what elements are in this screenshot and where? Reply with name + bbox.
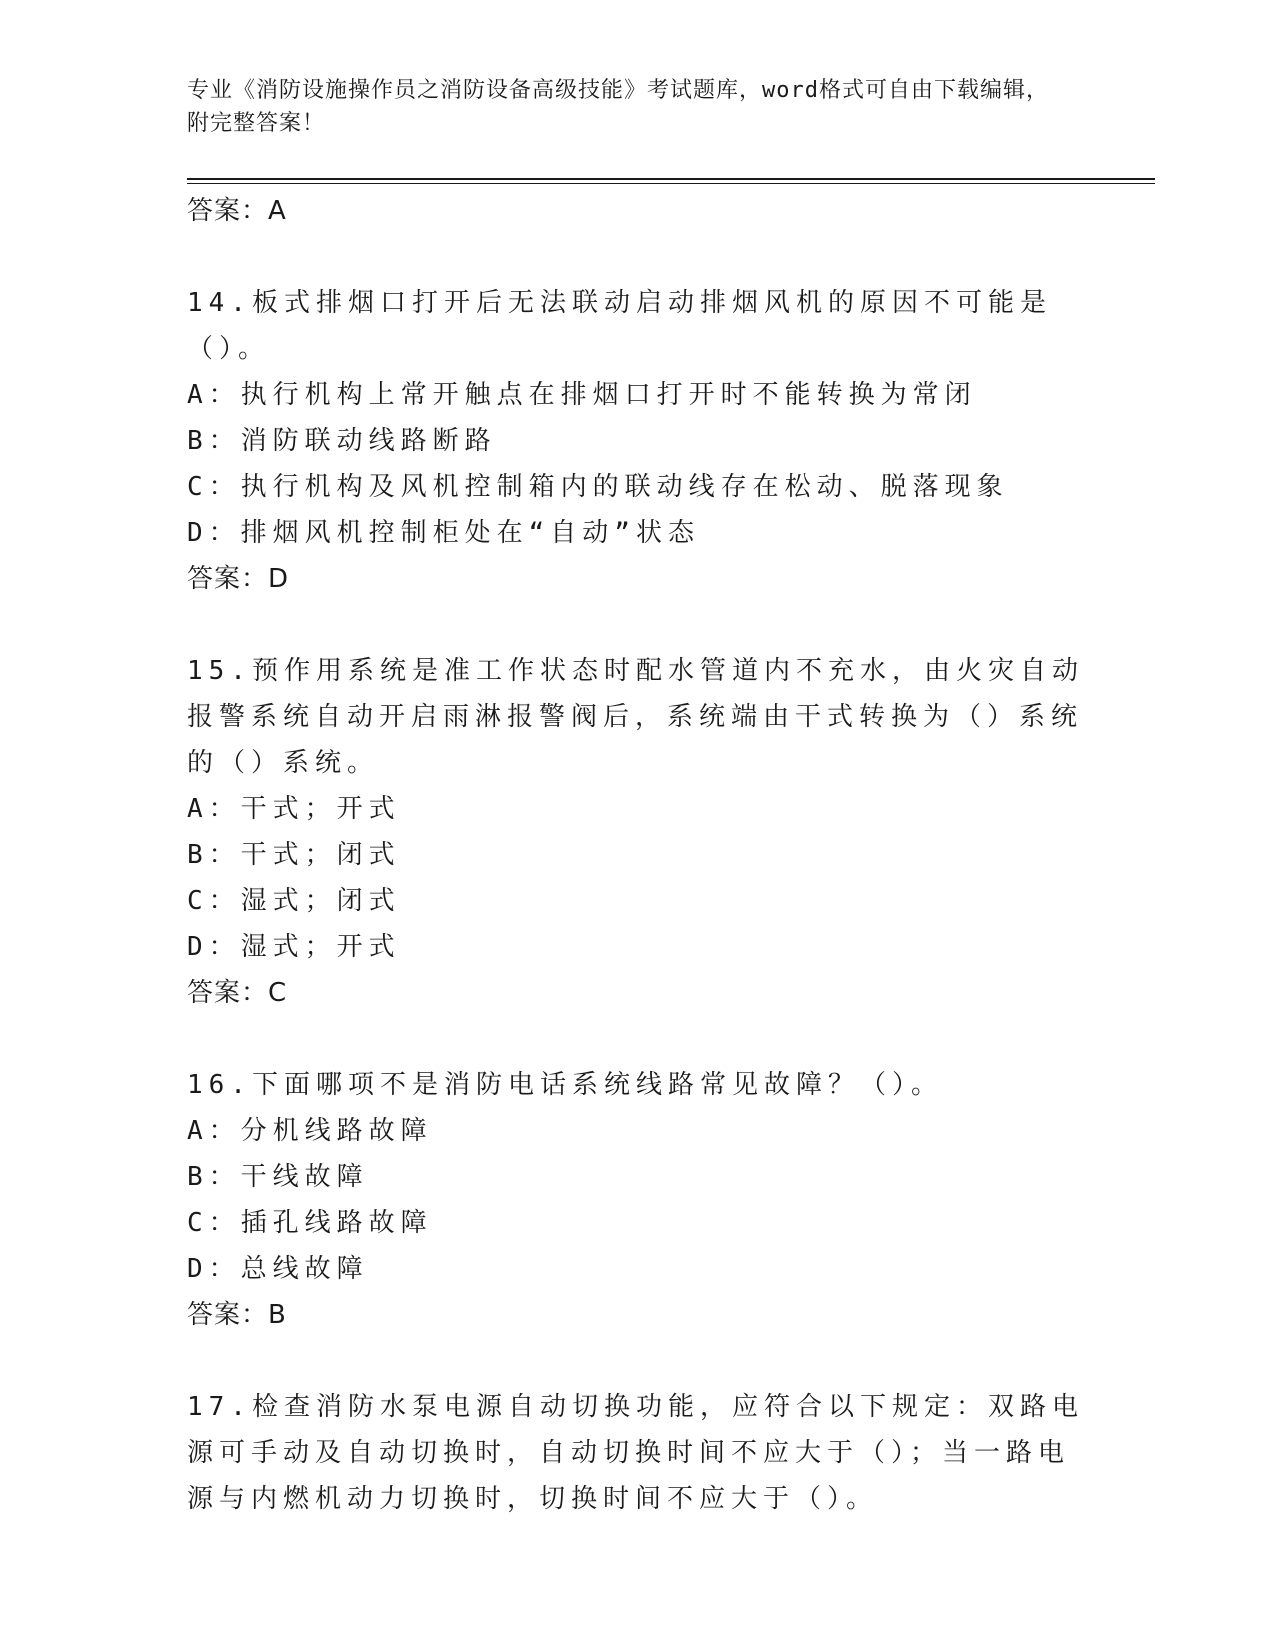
document-header: 专业《消防设施操作员之消防设备高级技能》考试题库，word格式可自由下载编辑，附完整答案！ <box>187 78 1049 136</box>
answer: 答案：B <box>187 1300 287 1330</box>
option-c: C：湿式；闭式 <box>187 886 401 916</box>
option-c: C：执行机构及风机控制箱内的联动线存在松动、脱落现象 <box>187 472 1009 502</box>
spacer <box>187 234 1087 280</box>
answer: 答案：C <box>187 978 288 1008</box>
option-c: C：插孔线路故障 <box>187 1208 433 1238</box>
question-content <box>187 188 1087 1522</box>
question-text: 17.检查消防水泵电源自动切换功能，应符合以下规定：双路电源可手动及自动切换时，自动切换时间不应大于（）；当一路电源与内燃机动力切换时，切换时间不应大于（）。 <box>187 1392 1084 1514</box>
option-b: B：干式；闭式 <box>187 840 401 870</box>
option-d: D：总线故障 <box>187 1254 369 1284</box>
option-a: A：干式；开式 <box>187 794 401 824</box>
spacer <box>187 1338 1087 1384</box>
question-text: 15.预作用系统是准工作状态时配水管道内不充水，由火灾自动报警系统自动开启雨淋报警阀后，系统端由干式转换为（）系统的（）系统。 <box>187 656 1084 778</box>
question-15 <box>187 648 1087 1016</box>
previous-answer: 答案：A <box>187 196 287 226</box>
option-d: D：湿式；开式 <box>187 932 401 962</box>
option-b: B：干线故障 <box>187 1162 369 1192</box>
option-d: D：排烟风机控制柜处在“自动”状态 <box>187 518 700 548</box>
header-divider-thin <box>187 183 1155 184</box>
question-14 <box>187 280 1087 602</box>
question-text: 16.下面哪项不是消防电话系统线路常见故障？（）。 <box>187 1070 943 1100</box>
spacer <box>187 1016 1087 1062</box>
option-a: A：分机线路故障 <box>187 1116 433 1146</box>
header-divider-thick <box>187 178 1155 180</box>
option-b: B：消防联动线路断路 <box>187 426 497 456</box>
question-text: 14.板式排烟口打开后无法联动启动排烟风机的原因不可能是（）。 <box>187 288 1052 364</box>
option-a: A：执行机构上常开触点在排烟口打开时不能转换为常闭 <box>187 380 977 410</box>
answer: 答案：D <box>187 564 290 594</box>
spacer <box>187 602 1087 648</box>
question-17 <box>187 1384 1087 1522</box>
question-16 <box>187 1062 1087 1338</box>
